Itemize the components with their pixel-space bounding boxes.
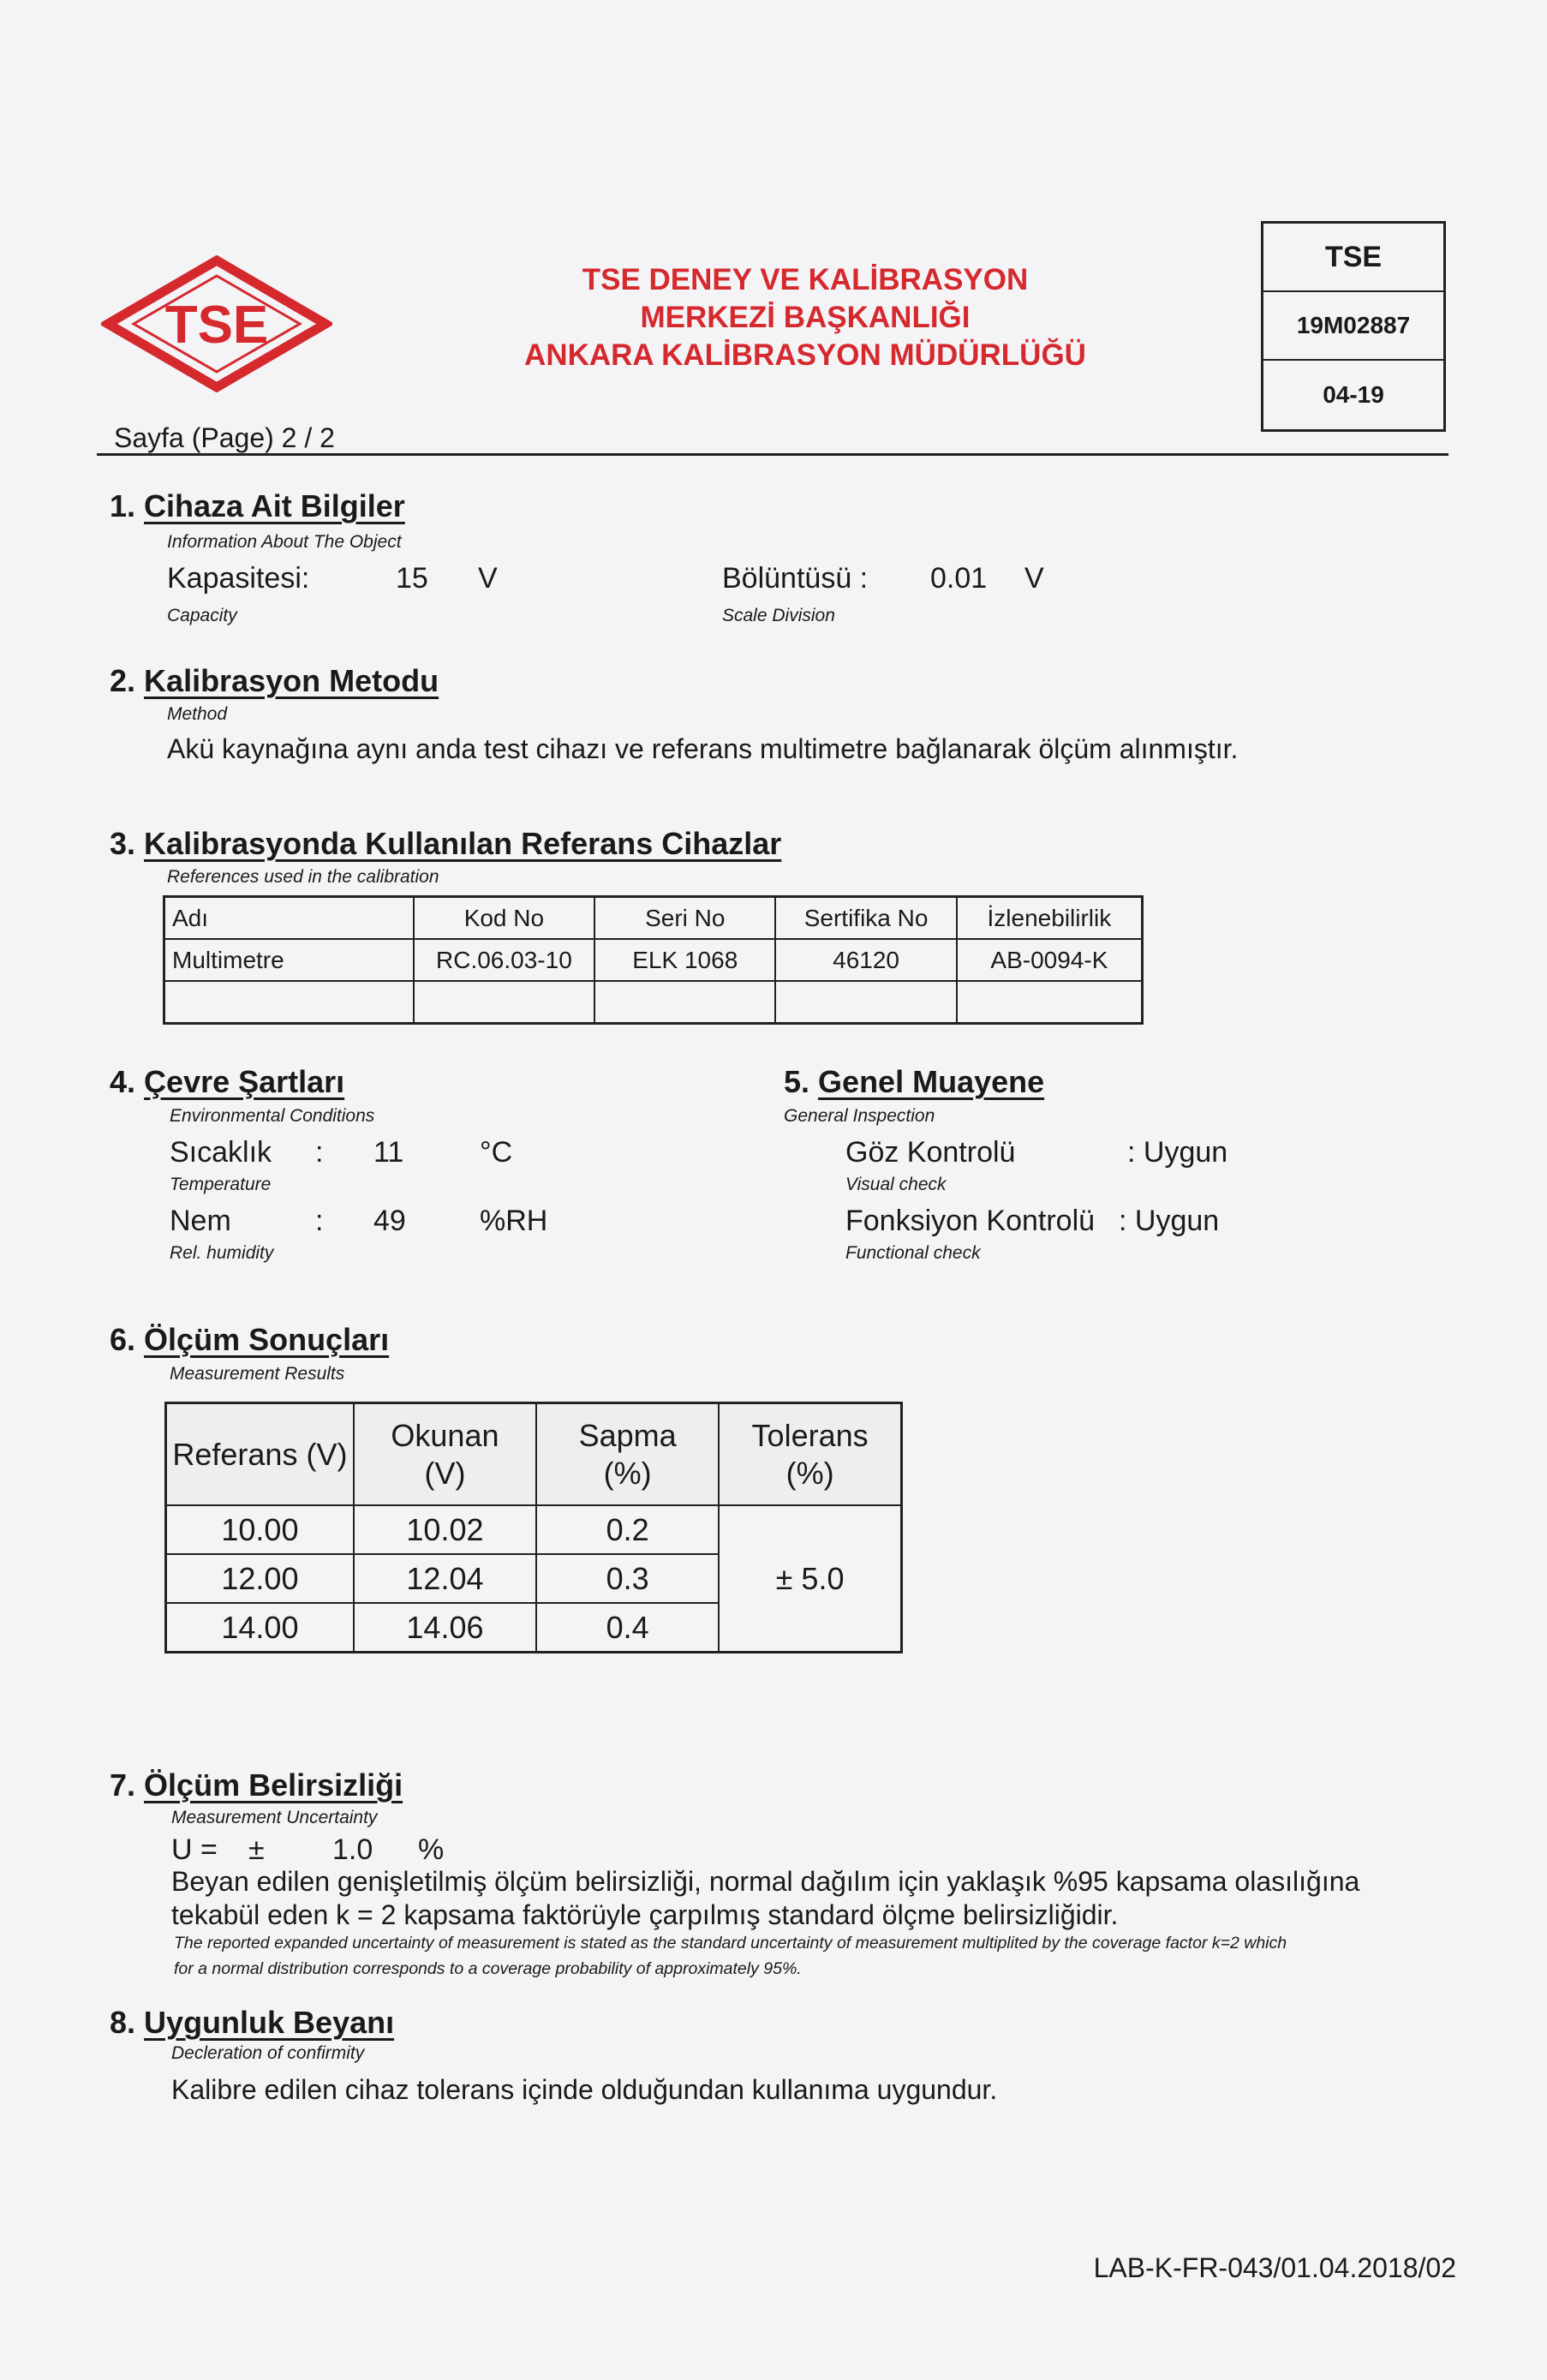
humidity-label: Nem — [170, 1205, 231, 1237]
doc-box-org: TSE — [1263, 224, 1443, 292]
functional-check-en: Functional check — [845, 1243, 981, 1263]
division-unit: V — [1024, 562, 1044, 595]
section-8-number: 8. — [110, 2005, 136, 2040]
visual-check-label: Göz Kontrolü — [845, 1136, 1016, 1169]
title-line-1: TSE DENEY VE KALİBRASYON — [582, 263, 1029, 296]
temperature-sep: : — [315, 1136, 324, 1169]
humidity-unit: %RH — [480, 1205, 548, 1237]
section-1-subtitle: Information About The Object — [167, 532, 402, 552]
svg-text:TSE: TSE — [164, 296, 269, 355]
ref-header-code: Kod No — [414, 897, 595, 940]
temperature-value: 11 — [373, 1136, 404, 1169]
section-8-title — [110, 2005, 403, 2041]
uncertainty-unit: % — [418, 1833, 445, 1866]
section-2-heading: Kalibrasyon Metodu — [144, 663, 439, 698]
table-cell: 14.06 — [354, 1603, 536, 1653]
section-2-subtitle: Method — [167, 704, 228, 724]
division-label: Bölüntüsü : — [722, 562, 869, 595]
division-value: 0.01 — [930, 562, 988, 595]
section-2-title — [110, 663, 447, 699]
table-cell: RC.06.03-10 — [414, 939, 595, 981]
reference-devices-table — [163, 895, 1144, 1025]
table-cell — [594, 981, 775, 1024]
results-header-reference — [166, 1403, 354, 1506]
temperature-label: Sıcaklık — [170, 1136, 272, 1169]
page-number: Sayfa (Page) 2 / 2 — [114, 422, 335, 453]
capacity-value: 15 — [396, 562, 428, 595]
humidity-sep: : — [315, 1205, 324, 1237]
section-2-number: 2. — [110, 663, 136, 698]
table-cell: 0.4 — [536, 1603, 719, 1653]
section-5-subtitle: General Inspection — [784, 1106, 935, 1126]
section-4-heading: Çevre Şartları — [144, 1064, 345, 1099]
table-cell — [164, 981, 414, 1024]
temperature-unit: °C — [480, 1136, 513, 1169]
section-3-subtitle: References used in the calibration — [167, 867, 439, 887]
uncertainty-value: 1.0 — [332, 1833, 373, 1866]
header-unit: (%) — [785, 1455, 834, 1491]
temperature-en: Temperature — [170, 1175, 272, 1194]
section-5-heading: Genel Muayene — [818, 1064, 1045, 1099]
visual-check-en: Visual check — [845, 1175, 947, 1194]
doc-box-number: 19M02887 — [1263, 292, 1443, 361]
header-unit: (V) — [424, 1455, 466, 1491]
header-unit: (%) — [603, 1455, 652, 1491]
results-header-tolerance — [719, 1403, 901, 1506]
header-divider — [97, 453, 1448, 456]
section-5-title — [784, 1064, 1053, 1100]
table-cell — [957, 981, 1143, 1024]
section-1-title — [110, 488, 414, 524]
title-line-2: MERKEZİ BAŞKANLIĞI — [640, 301, 971, 334]
table-row — [164, 939, 1143, 981]
results-header-deviation — [536, 1403, 719, 1506]
section-8-heading: Uygunluk Beyanı — [144, 2005, 395, 2040]
uncertainty-text-tr-1: Beyan edilen genişletilmiş ölçüm belirsizliği, normal dağılım için yaklaşık %95 kapsama olasılığına — [171, 1866, 1360, 1897]
uncertainty-label: U = — [171, 1833, 218, 1866]
doc-box-date: 04-19 — [1323, 381, 1384, 408]
section-3-heading: Kalibrasyonda Kullanılan Referans Cihazlar — [144, 826, 782, 861]
table-cell: 10.00 — [166, 1505, 354, 1554]
document-id-box — [1261, 221, 1446, 432]
section-4-number: 4. — [110, 1064, 136, 1099]
table-row — [166, 1505, 902, 1554]
table-cell: ELK 1068 — [594, 939, 775, 981]
visual-check-value: : Uygun — [1127, 1136, 1228, 1169]
header-text: Okunan — [391, 1417, 499, 1453]
functional-check-label: Fonksiyon Kontrolü — [845, 1205, 1096, 1237]
table-cell: AB-0094-K — [957, 939, 1143, 981]
table-row — [164, 981, 1143, 1024]
header-text: Referans (V) — [172, 1436, 348, 1472]
ref-header-trace: İzlenebilirlik — [957, 897, 1143, 940]
method-text: Akü kaynağına aynı anda test cihazı ve referans multimetre bağlanarak ölçüm alınmıştır. — [167, 733, 1239, 764]
division-en: Scale Division — [722, 606, 835, 625]
table-cell — [775, 981, 956, 1024]
header-text: Tolerans — [751, 1417, 869, 1453]
section-4-subtitle: Environmental Conditions — [170, 1106, 375, 1126]
capacity-label: Kapasitesi: — [167, 562, 310, 595]
form-code: LAB-K-FR-043/01.04.2018/02 — [1093, 2252, 1456, 2283]
section-3-title — [110, 826, 790, 862]
table-cell: 12.04 — [354, 1554, 536, 1603]
header-text: Sapma — [578, 1417, 677, 1453]
table-cell: 0.3 — [536, 1554, 719, 1603]
section-8-subtitle: Decleration of confirmity — [171, 2043, 365, 2063]
humidity-value: 49 — [373, 1205, 406, 1237]
measurement-results-table — [164, 1402, 903, 1653]
ref-header-name: Adı — [164, 897, 414, 940]
capacity-unit: V — [478, 562, 498, 595]
uncertainty-text-en-2: for a normal distribution corresponds to a coverage probability of approximately 95%. — [174, 1959, 802, 1978]
functional-check-value: : Uygun — [1119, 1205, 1220, 1237]
conformity-text: Kalibre edilen cihaz tolerans içinde olduğundan kullanıma uygundur. — [171, 2074, 998, 2105]
tolerance-cell: ± 5.0 — [719, 1505, 901, 1653]
table-cell: 14.00 — [166, 1603, 354, 1653]
section-3-number: 3. — [110, 826, 136, 861]
uncertainty-text-en-1: The reported expanded uncertainty of measurement is stated as the standard uncertainty of measurement multiplited by the coverage factor k=2 which — [174, 1934, 1287, 1952]
section-6-title — [110, 1322, 397, 1358]
table-cell: Multimetre — [164, 939, 414, 981]
section-6-number: 6. — [110, 1322, 136, 1357]
table-cell: 10.02 — [354, 1505, 536, 1554]
section-7-heading: Ölçüm Belirsizliği — [144, 1767, 403, 1803]
table-cell: 46120 — [775, 939, 956, 981]
section-4-title — [110, 1064, 353, 1100]
tse-logo — [101, 255, 332, 392]
section-7-number: 7. — [110, 1767, 136, 1803]
capacity-en: Capacity — [167, 606, 237, 625]
uncertainty-text-tr-2: tekabül eden k = 2 kapsama faktörüyle çarpılmış standard ölçme belirsizliğidir. — [171, 1899, 1119, 1930]
section-1-heading: Cihaza Ait Bilgiler — [144, 488, 405, 523]
results-header-reading — [354, 1403, 536, 1506]
table-header-row — [166, 1403, 902, 1506]
uncertainty-pm: ± — [248, 1833, 265, 1866]
table-cell — [414, 981, 595, 1024]
section-6-heading: Ölçüm Sonuçları — [144, 1322, 390, 1357]
humidity-en: Rel. humidity — [170, 1243, 274, 1263]
table-cell: 0.2 — [536, 1505, 719, 1554]
section-7-title — [110, 1767, 411, 1803]
institution-title — [480, 261, 1131, 374]
table-header-row — [164, 897, 1143, 940]
ref-header-cert: Sertifika No — [775, 897, 956, 940]
section-1-number: 1. — [110, 488, 136, 523]
section-7-subtitle: Measurement Uncertainty — [171, 1808, 378, 1827]
table-cell: 12.00 — [166, 1554, 354, 1603]
section-5-number: 5. — [784, 1064, 810, 1099]
section-6-subtitle: Measurement Results — [170, 1364, 345, 1384]
title-line-3: ANKARA KALİBRASYON MÜDÜRLÜĞÜ — [524, 338, 1086, 372]
ref-header-serial: Seri No — [594, 897, 775, 940]
